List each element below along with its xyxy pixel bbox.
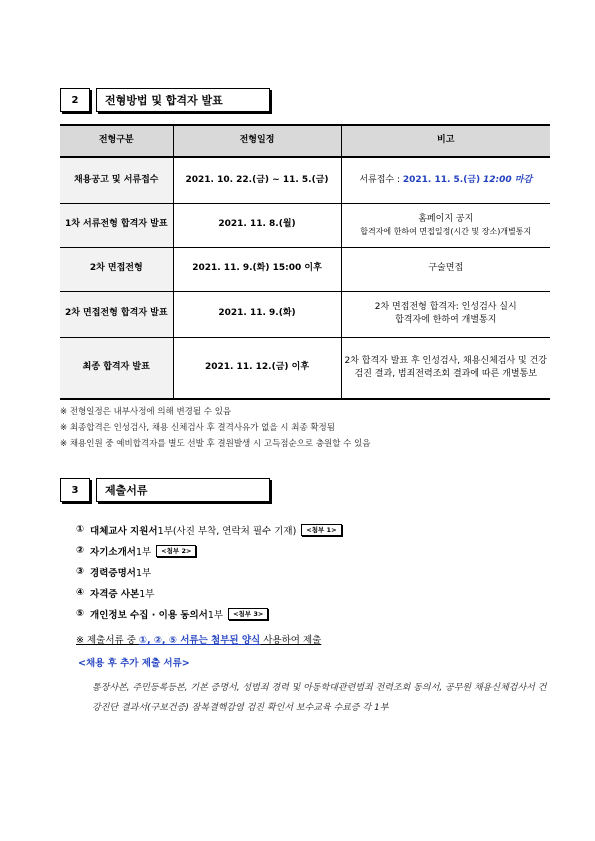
item-number: ④ (76, 587, 85, 598)
note-line: 합격자에 한하여 개별통지 (395, 315, 497, 325)
schedule-notes (60, 404, 371, 452)
stage-cell: 최종 합격자 발표 (60, 337, 173, 399)
stage-cell: 1차 서류전형 합격자 발표 (60, 203, 173, 247)
list-item (76, 540, 342, 561)
item-name: 자격증 사본 (90, 588, 140, 600)
attachment-badge: <첨부 2> (156, 545, 196, 557)
note-cell: 구술면접 (341, 247, 550, 291)
table-row (60, 247, 550, 291)
item-detail: 1부 (207, 609, 224, 621)
item-number: ⑤ (76, 608, 85, 619)
item-name: 경력증명서 (90, 567, 136, 579)
header-stage: 전형구분 (60, 125, 173, 157)
note-deadline: 12:00 마감 (483, 174, 533, 185)
stage-cell: 채용공고 및 서류접수 (60, 157, 173, 203)
item-number: ① (76, 524, 85, 535)
item-number: ② (76, 545, 85, 556)
note-item: ※ 채용인원 중 예비합격자를 별도 선발 후 결원발생 시 고득점순으로 충원할 수 있음 (60, 439, 371, 449)
item-detail: 1부(사진 부착, 연락처 필수 기재) (157, 525, 297, 537)
documents-list (76, 519, 342, 624)
note-cell (341, 157, 550, 203)
stage-cell: 2차 면접전형 합격자 발표 (60, 291, 173, 337)
attachment-badge: <첨부 3> (228, 608, 268, 620)
extra-documents-title: <채용 후 추가 제출 서류> (78, 658, 190, 669)
date-cell: 2021. 11. 12.(금) 이후 (173, 337, 341, 399)
note-pre: 제출서류 중 (83, 635, 139, 646)
list-item (76, 561, 342, 582)
stage-cell: 2차 면접전형 (60, 247, 173, 291)
section-2-number: 2 (60, 88, 90, 112)
attachment-badge: <첨부 1> (301, 524, 341, 536)
note-mark: ※ (76, 635, 84, 646)
list-item (76, 603, 342, 624)
schedule-table (60, 124, 550, 400)
note-line: 2차 면접전형 합격자: 인성검사 실시 (374, 301, 517, 312)
note-prefix: 서류접수 : (359, 174, 403, 185)
note-line: 홈페이지 공지 (418, 213, 474, 224)
item-number: ③ (76, 566, 85, 577)
table-row (60, 291, 550, 337)
item-detail: 1부 (139, 588, 155, 600)
note-line: 합격자에 한하여 면접일정(시간 및 장소)개별통지 (360, 226, 532, 236)
submission-note (76, 632, 321, 646)
header-note: 비고 (341, 125, 550, 157)
item-detail: 1부 (135, 546, 152, 558)
table-row (60, 157, 550, 203)
item-name: 개인정보 수집 · 이용 동의서 (90, 609, 208, 621)
date-cell: 2021. 11. 9.(화) (173, 291, 341, 337)
note-cell (341, 203, 550, 247)
note-highlight: ①, ②, ⑤ 서류는 첨부된 양식 (138, 635, 261, 646)
note-cell (341, 291, 550, 337)
section-3-number: 3 (60, 478, 90, 502)
section-2-header (60, 88, 270, 112)
date-cell: 2021. 10. 22.(금) ~ 11. 5.(금) (173, 157, 341, 203)
date-cell: 2021. 11. 9.(화) 15:00 이후 (173, 247, 341, 291)
extra-documents-body: 통장사본, 주민등록등본, 기본 증명서, 성범죄 경력 및 아동학대관련범죄 전력조회 동의서, 공무원 채용신체검사서 건강진단 결과서(구보건증) 잠복결핵감염 검진 확인서 보수교육 수료증 각 1부 (92, 683, 547, 713)
note-cell: 2차 합격자 발표 후 인성검사, 채용신체검사 및 건강검진 결과, 범죄전력조회 결과에 따른 개별통보 (341, 337, 550, 399)
section-3-title: 제출서류 (96, 478, 270, 502)
section-2-title: 전형방법 및 합격자 발표 (96, 88, 270, 112)
list-item (76, 519, 342, 540)
item-detail: 1부 (135, 567, 152, 579)
section-3-header (60, 478, 270, 502)
note-item: ※ 전형일정은 내부사정에 의해 변경될 수 있음 (60, 407, 232, 417)
table-header-row (60, 125, 550, 157)
header-date: 전형일정 (173, 125, 341, 157)
date-cell: 2021. 11. 8.(월) (173, 203, 341, 247)
note-date: 2021. 11. 5.(금) (402, 174, 481, 185)
list-item (76, 582, 342, 603)
note-item: ※ 최종합격은 인성검사, 채용 신체검사 후 결격사유가 없을 시 최종 확정됨 (60, 423, 335, 433)
item-name: 자기소개서 (90, 546, 136, 558)
table-row (60, 203, 550, 247)
note-post: 사용하여 제출 (260, 635, 322, 646)
table-row (60, 337, 550, 399)
item-name: 대체교사 지원서 (90, 525, 158, 537)
